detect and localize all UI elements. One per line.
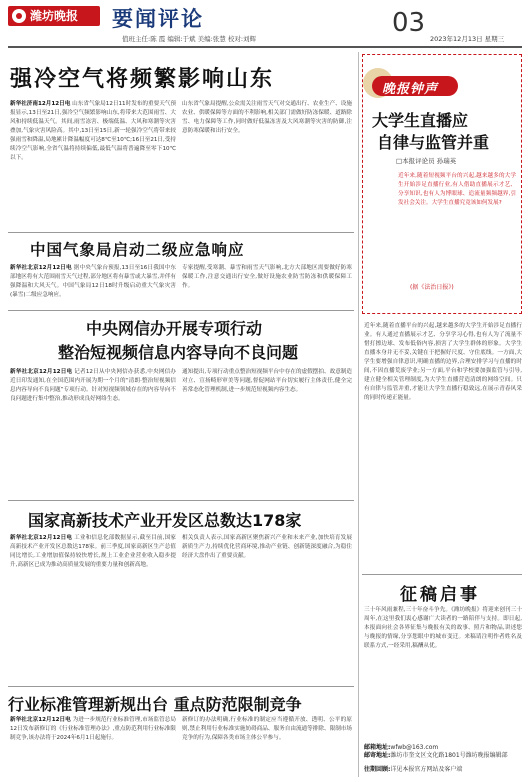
column-body: 近年来,随着直播平台的兴起,越来越多的大学生开始涉足直播行业。有人通过直播展示才艺、分享学习心得,也有人为了流量不惜打擦边球、发布低俗内容,损害了大学生群体的形象。大学生直播本身并无不妥,关键在于把握好尺度、守住底线。一方面,大学生要增强自律意识,明确直播的边界,合理安排学习与直播的时间,不因直播荒废学业;另一方面,平台和学校要加强监管与引导,建立健全相关管理制度,为大学生直播营造清朗的网络空间。只有自律与监管并重,才能让大学生直播行稳致远,在展示青春风采的同时传递正能量。 bbox=[364, 323, 522, 401]
story-4-text-1: 工业和信息化部数据显示,截至目前,国家高新技术产业开发区总数达178家。前三季度,国家高新区生产总值同比增长,工业增加值保持较快增长,规上工业企业营业收入稳步提升,高新区已成为推动高质量发展的重要力量和创新高地。 bbox=[10, 535, 176, 568]
masthead-rule bbox=[8, 46, 522, 48]
story-3-col-1 bbox=[10, 368, 176, 498]
story-2-text-2: 专家提醒,受寒潮、暴雪和雨雪天气影响,北方大部地区需要做好防寒保暖工作,注意交通出行安全,做好设施农业防雪防冻和供暖保障工作。 bbox=[182, 265, 352, 289]
story-1-col-1 bbox=[10, 100, 176, 230]
column-title-line-2: 自律与监管并重 bbox=[377, 133, 490, 152]
story-divider bbox=[8, 310, 354, 311]
column-separator bbox=[358, 52, 359, 777]
story-2-dateline: 新华社北京12月12日电 bbox=[10, 265, 72, 271]
story-5-dateline: 新华社北京12月12日电 bbox=[10, 717, 71, 723]
solicit-address bbox=[364, 750, 508, 759]
story-2-col-1 bbox=[10, 264, 176, 308]
story-4-col-1 bbox=[10, 534, 176, 684]
story-2-col-2 bbox=[182, 264, 352, 308]
logo-mark-icon bbox=[12, 9, 26, 23]
news-label: 往期回顾: bbox=[364, 766, 391, 773]
solicit-body: 三十年风雨兼程,三十年奋斗争先。《潍坊晚报》将迎来创刊三十周年,在这里我们衷心感谢广大读者的一路陪伴与支持。即日起,本报面向社会各界征集与晚报有关的故事、照片和物品,讲述您与晚报的情缘,分享您眼中的城市变迁。来稿请注明作者姓名及联系方式,一经采用,稿酬从优。 bbox=[364, 607, 522, 649]
date-line: 2023年12月13日 星期三 bbox=[430, 35, 505, 43]
story-4-headline: 国家高新技术产业开发区总数达178家 bbox=[28, 511, 302, 530]
story-divider bbox=[8, 500, 354, 501]
newspaper-logo bbox=[8, 6, 100, 26]
story-5-col-1 bbox=[10, 716, 176, 778]
mail-value: wfwb@163.com bbox=[390, 744, 439, 751]
column-title-line-1: 大学生直播应 bbox=[372, 111, 469, 130]
story-5-text-2: 新修订的办法明确,行业标准的制定应当遵循开放、透明、公平的原则,禁止利用行业标准实施妨碍商品、服务自由流通等排除、限制市场竞争的行为,保障各类市场主体公平参与。 bbox=[182, 717, 352, 741]
story-4-text-2: 相关负责人表示,国家高新区聚焦新兴产业和未来产业,加快培育发展新质生产力,持续优化营商环境,推动产业链、创新链深度融合,为稳住经济大盘作出了重要贡献。 bbox=[182, 535, 352, 559]
column-brand: 晚报钟声 bbox=[382, 82, 439, 97]
story-3-headline-line-2: 整治短视频信息内容导向不良问题 bbox=[58, 343, 299, 362]
column-intro: 近年来,随着短视频平台的兴起,越来越多的大学生开始涉足直播行业,有人借助直播展示才艺、分享知识,也有人为博眼球、追流量频频越界,引发社会关注。大学生直播究竟该如何发展? bbox=[398, 173, 516, 206]
story-divider bbox=[8, 232, 354, 233]
news-value: 详见本报官方网站及客户端 bbox=[390, 766, 463, 773]
story-2-headline: 中国气象局启动二级应急响应 bbox=[30, 241, 245, 259]
story-3-text-2: 通知提出,专项行动重点整治短视频平台中存在的虚假摆拍、故意制造对立、宣扬畸形审美等问题,督促网站平台切实履行主体责任,健全完善常态化管理机制,进一步规范短视频内容生态。 bbox=[182, 369, 352, 393]
story-1-text-2: 山东省气象局提醒,公众需关注雨雪天气对交通出行、农业生产、设施农业、供暖保障等方面的不利影响,相关部门需做好防冻保暖、道路除雪、电力保障等工作,同时做好低温冻害及大风寒潮等灾害的防御,注意防寒保暖和出行安全。 bbox=[182, 101, 352, 134]
story-1-headline: 强冷空气将频繁影响山东 bbox=[10, 67, 275, 92]
section-title: 要闻评论 bbox=[112, 6, 204, 31]
story-5-text-1: 为进一步规范行业标准管理,市场监管总局12日发布新修订的《行业标准管理办法》,重点防范利用行业标准限制竞争,该办法将于2024年6月1日起施行。 bbox=[10, 717, 176, 741]
page-number: 03 bbox=[392, 8, 426, 38]
story-1-col-2 bbox=[182, 100, 352, 230]
staff-line: 值班主任:陈 霞 编辑:于斌 美编:张慧 校对:刘辉 bbox=[122, 35, 257, 43]
mail-label: 邮箱地址: bbox=[364, 744, 391, 751]
story-3-text-1: 记者12日从中央网信办获悉,中央网信办近日印发通知,在全国范围内开展为期一个月的“清朗·整治短视频信息内容导向不良问题”专项行动。针对短视频领域存在的内容导向不良问题进行集中整治,推动形成良好网络生态。 bbox=[10, 369, 176, 402]
story-5-headline: 行业标准管理新规出台 重点防范限制竞争 bbox=[8, 695, 302, 714]
story-5-col-2 bbox=[182, 716, 352, 778]
solicit-news bbox=[364, 764, 462, 773]
story-1-dateline: 新华社济南12月12日电 bbox=[10, 101, 71, 107]
story-4-col-2 bbox=[182, 534, 352, 684]
column-divider bbox=[362, 574, 522, 575]
story-3-dateline: 新华社北京12月12日电 bbox=[10, 369, 73, 375]
story-divider bbox=[8, 686, 354, 687]
story-2-text-1: 据中央气象台预报,13日至16日我国中东部地区将有大范围雨雪天气过程,部分地区将有暴雪或大暴雪,并伴有强降温和大风天气。中国气象局12日18时升级启动重大气象灾害(暴雪)二级应急响应。 bbox=[10, 265, 176, 298]
column-source-note: (据《法治日报》) bbox=[410, 284, 454, 291]
story-1-text-1: 山东省气象局12日11时发布的重要天气预报显示,13日至21日,强冷空气频繁影响山东,将带来大范围雨雪、大风和持续低温天气。其间,雨雪冻害、极端低温、大风和寒潮等灾害叠加,气象灾害风险高。其中,13日至15日,新一轮强冷空气将带来较强雨雪和降温,局地累计降温幅度可达8℃至10℃;16日至21日,受持续冷空气影响,全省气温将持续偏低,最低气温将普遍降至零下10℃以下。 bbox=[10, 101, 176, 161]
column-byline: □本报评论员 孙瑞英 bbox=[396, 157, 457, 165]
story-3-col-2 bbox=[182, 368, 352, 498]
story-4-dateline: 新华社北京12月12日电 bbox=[10, 535, 73, 541]
story-3-headline-line-1: 中央网信办开展专项行动 bbox=[86, 319, 263, 338]
logo-text: 潍坊晚报 bbox=[30, 9, 79, 23]
address-value: 潍坊市奎文区文化路1801号潍坊晚报编辑部 bbox=[390, 752, 508, 759]
address-label: 邮寄地址: bbox=[364, 752, 391, 759]
solicit-title: 征稿启事 bbox=[400, 585, 480, 605]
